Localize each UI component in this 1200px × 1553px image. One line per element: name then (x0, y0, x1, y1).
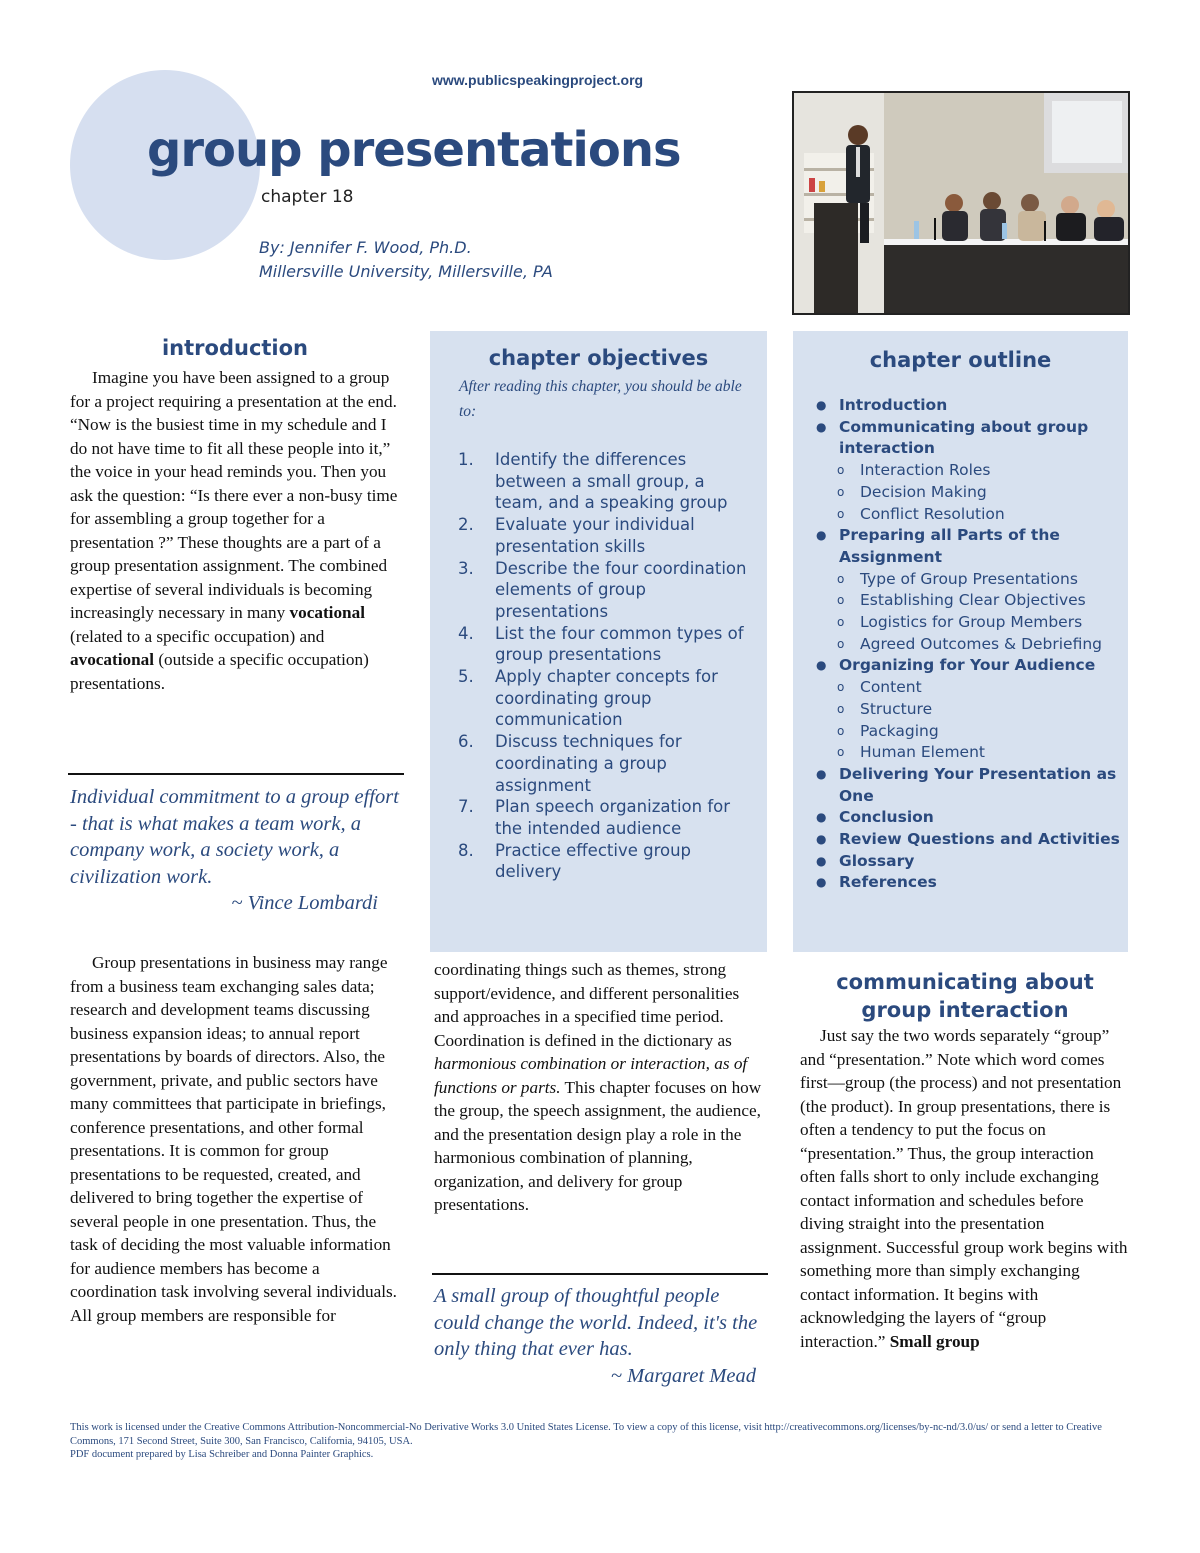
outline-item-content (839, 851, 914, 873)
license-text[interactable]: This work is licensed under the Creative Commons Attribution-Noncommercial-No Derivative Works 3.0 United States License. To view a copy of this license, visit http://creativecommons.org/licenses/by-nc-nd/3.0/us/ or send a letter to Creative Commons, 171 Second Street, Suite 300, San Francisco, California, 94105, USA. (70, 1422, 1102, 1447)
circle-bullet-icon: o (837, 723, 845, 738)
outline-subitem-label: Content (860, 678, 922, 697)
quote-text: A small group of thoughtful people could change the world. Indeed, it's the only thing that ever has. (434, 1285, 758, 1360)
intro-text-part: Imagine you have been assigned to a group for a project requiring a presentation at the end. “Now is the busiest time in my schedule and I do not have time to fit all these people into it,” the voice in your head reminds you. Then you ask the question: “Is there ever a non-busy time for assembling a group together for a presentation ?” These thoughts are a part of a group presentation assignment. The combined expertise of several individuals is becoming increasingly necessary in many (70, 368, 398, 622)
lombardi-quote (70, 784, 400, 917)
outline-sublist (816, 569, 1121, 656)
objective-text: Plan speech organization for the intended audience (495, 797, 731, 838)
outline-subitem[interactable] (837, 634, 1121, 656)
outline-item-label: Conclusion (839, 808, 934, 827)
objective-text: Apply chapter concepts for coordinating group communication (495, 667, 718, 730)
intro-text-part: (related to a specific occupation) and (70, 626, 325, 646)
circle-bullet-icon: o (837, 593, 845, 608)
objective-number: 5. (458, 667, 474, 687)
outline-item[interactable] (816, 807, 1121, 829)
outline-item[interactable] (816, 395, 1121, 417)
outline-subitem-label: Conflict Resolution (860, 504, 1005, 523)
outline-subitem[interactable] (837, 460, 1121, 482)
intro-text-part: (outside a specific occupation) presentations. (70, 650, 369, 693)
quote-divider (432, 1273, 768, 1275)
quote-text: Individual commitment to a group effort - that is what makes a team work, a company work, a society work, a civilization work. (70, 786, 399, 888)
paragraph-text: Group presentations in business may range from a business team exchanging sales data; research and development teams discussing business expansion ideas; to annual report presentations by boards of directors. Also, the government, private, and public sectors have many committees that participate in briefings, conference presentations, and other formal presentations. It is common for group presentations to be requested, created, and delivered to bring together the expertise of several people in one presentation. Thus, the task of deciding the most valuable information for audience members has become a coordination task involving several individuals. All group members are responsible for (70, 953, 397, 1325)
objective-text: Evaluate your individual presentation skills (495, 515, 695, 556)
circle-bullet-icon: o (837, 506, 845, 521)
objective-item (458, 514, 748, 557)
outline-item[interactable] (816, 872, 1121, 894)
communicating-paragraph (800, 1024, 1130, 1353)
bullet-icon: ● (816, 875, 827, 890)
objective-number: 7. (458, 797, 474, 817)
author-affiliation: Millersville University, Millersville, PA (259, 262, 553, 281)
outline-item[interactable] (816, 417, 1121, 460)
outline-item[interactable] (816, 851, 1121, 873)
objective-item (458, 558, 748, 623)
outline-item-label: Introduction (839, 396, 948, 414)
objective-number: 8. (458, 840, 474, 860)
author-block (259, 236, 553, 284)
objective-item (458, 840, 748, 883)
objective-number: 6. (458, 732, 474, 752)
outline-item-content (839, 655, 1095, 677)
page-title: group presentations (147, 122, 681, 178)
outline-subitem-label: Establishing Clear Objectives (860, 591, 1086, 610)
outline-sublist-wrapper (816, 460, 1121, 525)
chapter-outline-list (816, 395, 1121, 894)
outline-sublist (816, 460, 1121, 525)
term-small-group: Small group (889, 1331, 980, 1351)
circle-bullet-icon: o (837, 701, 845, 716)
group-presentations-paragraph (70, 951, 400, 1327)
objective-text: Identify the differences between a small group, a team, and a speaking group (495, 450, 728, 513)
outline-sublist (816, 677, 1121, 764)
bullet-icon: ● (816, 853, 827, 868)
panel-photo (792, 91, 1130, 315)
outline-sublist-wrapper (816, 569, 1121, 656)
objective-item (458, 796, 748, 839)
prepared-by: PDF document prepared by Lisa Schreiber and Donna Painter Graphics. (70, 1449, 374, 1460)
outline-item[interactable] (816, 655, 1121, 677)
outline-subitem-label: Agreed Outcomes & Debriefing (860, 634, 1103, 653)
coordination-paragraph (434, 958, 766, 1217)
bullet-icon: ● (816, 398, 827, 412)
objective-item (458, 666, 748, 731)
chapter-objectives-list (458, 449, 748, 883)
outline-item-content (839, 872, 937, 894)
outline-subitem[interactable] (837, 721, 1121, 743)
author-name: By: Jennifer F. Wood, Ph.D. (259, 238, 472, 257)
objective-item (458, 449, 748, 514)
outline-subitem-label: Packaging (860, 721, 939, 740)
outline-item-label: Review Questions and Activities (839, 830, 1120, 849)
outline-item-label: Glossary (839, 851, 915, 870)
mead-quote (434, 1283, 766, 1389)
term-avocational: avocational (70, 650, 155, 669)
circle-bullet-icon: o (837, 615, 845, 630)
bullet-icon: ● (816, 658, 827, 673)
objective-number: 4. (458, 623, 474, 643)
objective-number: 2. (458, 515, 474, 535)
outline-subitem[interactable] (837, 612, 1121, 634)
outline-subitem-label: Logistics for Group Members (860, 613, 1083, 632)
quote-divider (68, 773, 404, 775)
objective-text: Discuss techniques for coordinating a group assignment (495, 732, 682, 795)
introduction-paragraph (70, 366, 400, 695)
outline-sublist-wrapper (816, 677, 1121, 764)
objective-text: Practice effective group delivery (495, 840, 692, 882)
bullet-icon: ● (816, 766, 827, 781)
outline-item[interactable] (816, 764, 1121, 807)
objective-number: 1. (458, 450, 474, 469)
outline-item-content (839, 417, 1121, 460)
outline-item-content (839, 807, 934, 829)
objective-item (458, 731, 748, 796)
communicating-heading: communicating about group interaction (836, 970, 1094, 1022)
outline-item-content (839, 525, 1121, 568)
quote-attribution: ~ Margaret Mead (610, 1364, 756, 1387)
introduction-heading: introduction (161, 336, 308, 360)
paragraph-text: coordinating things such as themes, strong support/evidence, and different personalities and approaches in a specified time period. Coordination is defined in the dictionary as (434, 960, 740, 1050)
outline-subitem-label: Human Element (860, 743, 985, 762)
circle-bullet-icon: o (837, 463, 845, 478)
outline-subitem[interactable] (837, 482, 1121, 504)
outline-item-content (839, 395, 947, 417)
chapter-objectives-heading: chapter objectives (488, 346, 709, 370)
objective-item (458, 623, 748, 666)
outline-item-content (839, 829, 1120, 851)
objective-number: 3. (458, 558, 474, 578)
bullet-icon: ● (816, 832, 827, 847)
outline-subitem-label: Decision Making (860, 482, 987, 501)
bullet-icon: ● (816, 810, 827, 825)
outline-subitem[interactable] (837, 590, 1121, 612)
quote-attribution: ~ Vince Lombardi (231, 892, 378, 914)
paragraph-text: This chapter focuses on how the group, the speech assignment, the audience, and the presentation design play a role in the harmonious combination of planning, organization, and delivery for group presentations. (434, 1077, 762, 1214)
outline-item-label: Organizing for Your Audience (839, 656, 1096, 675)
outline-subitem[interactable] (837, 569, 1121, 591)
circle-bullet-icon: o (837, 484, 845, 499)
chapter-label: chapter 18 (261, 187, 354, 207)
circle-bullet-icon: o (837, 571, 845, 586)
term-vocational: vocational (289, 603, 365, 622)
outline-subitem[interactable] (837, 504, 1121, 526)
circle-bullet-icon: o (837, 680, 845, 695)
outline-item[interactable] (816, 525, 1121, 568)
outline-item-label: Communicating about group interaction (839, 417, 1089, 458)
outline-subitem-label: Interaction Roles (860, 461, 991, 480)
paragraph-text: Just say the two words separately “group” and “presentation.” Note which word comes first—group (the process) and not presentation (the product). In group presentations, there is often a tendency to put the focus on “presentation.” Thus, the group interaction often falls short to only include exchanging contact information and schedules before diving straight into the presentation assignment. Successful group work begins with something more than simply exchanging contact information. It begins with acknowledging the layers of “group interaction.” (800, 1026, 1128, 1351)
outline-subitem-label: Type of Group Presentations (860, 569, 1078, 588)
objective-text: List the four common types of group presentations (495, 623, 744, 665)
chapter-objectives-intro: After reading this chapter, you should be able to: (459, 378, 742, 420)
outline-subitem[interactable] (837, 699, 1121, 721)
circle-bullet-icon: o (837, 745, 845, 760)
outline-item-label: References (839, 873, 937, 892)
outline-item-content (839, 764, 1121, 807)
panel-discussion-image (794, 93, 1128, 313)
bullet-icon: ● (816, 419, 827, 434)
site-url[interactable]: www.publicspeakingproject.org (432, 72, 644, 88)
outline-subitem-label: Structure (860, 699, 933, 718)
coordination-definition: harmonious combination or interaction, as of functions or parts. (434, 1054, 748, 1097)
chapter-outline-heading: chapter outline (869, 348, 1052, 372)
license-footer (70, 1421, 1130, 1462)
outline-subitem[interactable] (837, 742, 1121, 764)
outline-subitem[interactable] (837, 677, 1121, 699)
outline-item[interactable] (816, 829, 1121, 851)
circle-bullet-icon: o (837, 636, 845, 651)
objective-text: Describe the four coordination elements of group presentations (495, 558, 747, 621)
bullet-icon: ● (816, 528, 827, 543)
outline-item-label: Preparing all Parts of the Assignment (839, 526, 1060, 566)
outline-item-label: Delivering Your Presentation as One (839, 764, 1117, 805)
